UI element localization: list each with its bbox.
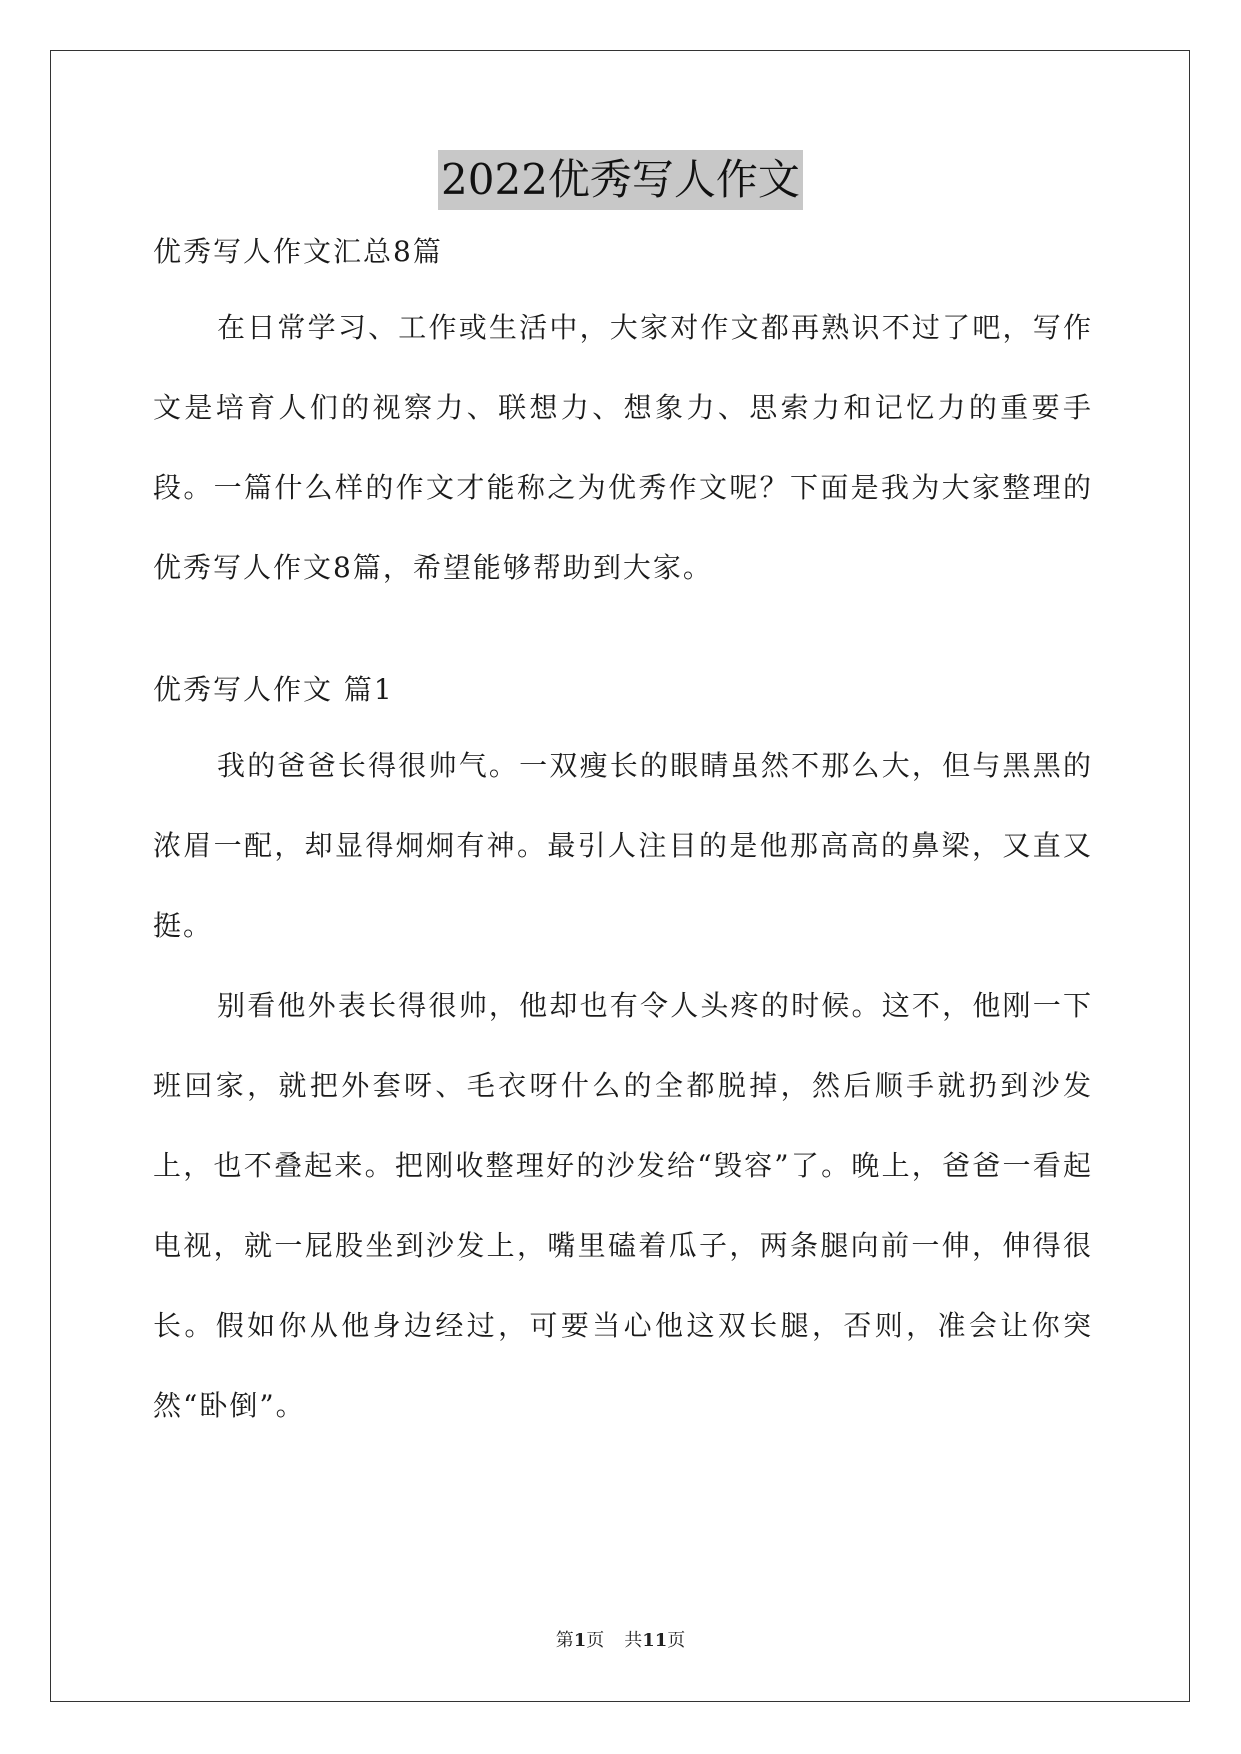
document-body (153, 232, 1093, 1446)
page-footer (0, 1628, 1241, 1654)
section-heading: 优秀写人作文 篇1 (153, 673, 394, 706)
section-spacer (153, 608, 1093, 670)
total-pages: 11 (642, 1630, 668, 1651)
title-container (0, 150, 1241, 210)
page-number: 1 (573, 1630, 587, 1651)
document-title: 2022优秀写人作文 (438, 150, 803, 210)
document-subtitle: 优秀写人作文汇总8篇 (153, 235, 443, 268)
intro-paragraph: 在日常学习、工作或生活中，大家对作文都再熟识不过了吧，写作文是培育人们的视察力、联想力、想象力、思索力和记忆力的重要手段。一篇什么样的作文才能称之为优秀作文呢？下面是我为大家整理的优秀写人作文8篇，希望能够帮助到大家。 (153, 311, 1093, 584)
body-paragraph: 我的爸爸长得很帅气。一双瘦长的眼睛虽然不那么大，但与黑黑的浓眉一配，却显得炯炯有神。最引人注目的是他那高高的鼻梁，又直又挺。 (153, 749, 1093, 942)
body-paragraph: 别看他外表长得很帅，他却也有令人头疼的时候。这不，他刚一下班回家，就把外套呀、毛衣呀什么的全都脱掉，然后顺手就扔到沙发上，也不叠起来。把刚收整理好的沙发给“毁容”了。晚上，爸爸一看起电视，就一屁股坐到沙发上，嘴里磕着瓜子，两条腿向前一伸，伸得很长。假如你从他身边经过，可要当心他这双长腿，否则，准会让你突然“卧倒”。 (153, 989, 1093, 1422)
total-suffix: 页 (667, 1630, 686, 1651)
total-prefix: 共 (624, 1630, 643, 1651)
page-suffix: 页 (586, 1630, 605, 1651)
page-prefix: 第 (555, 1630, 574, 1651)
